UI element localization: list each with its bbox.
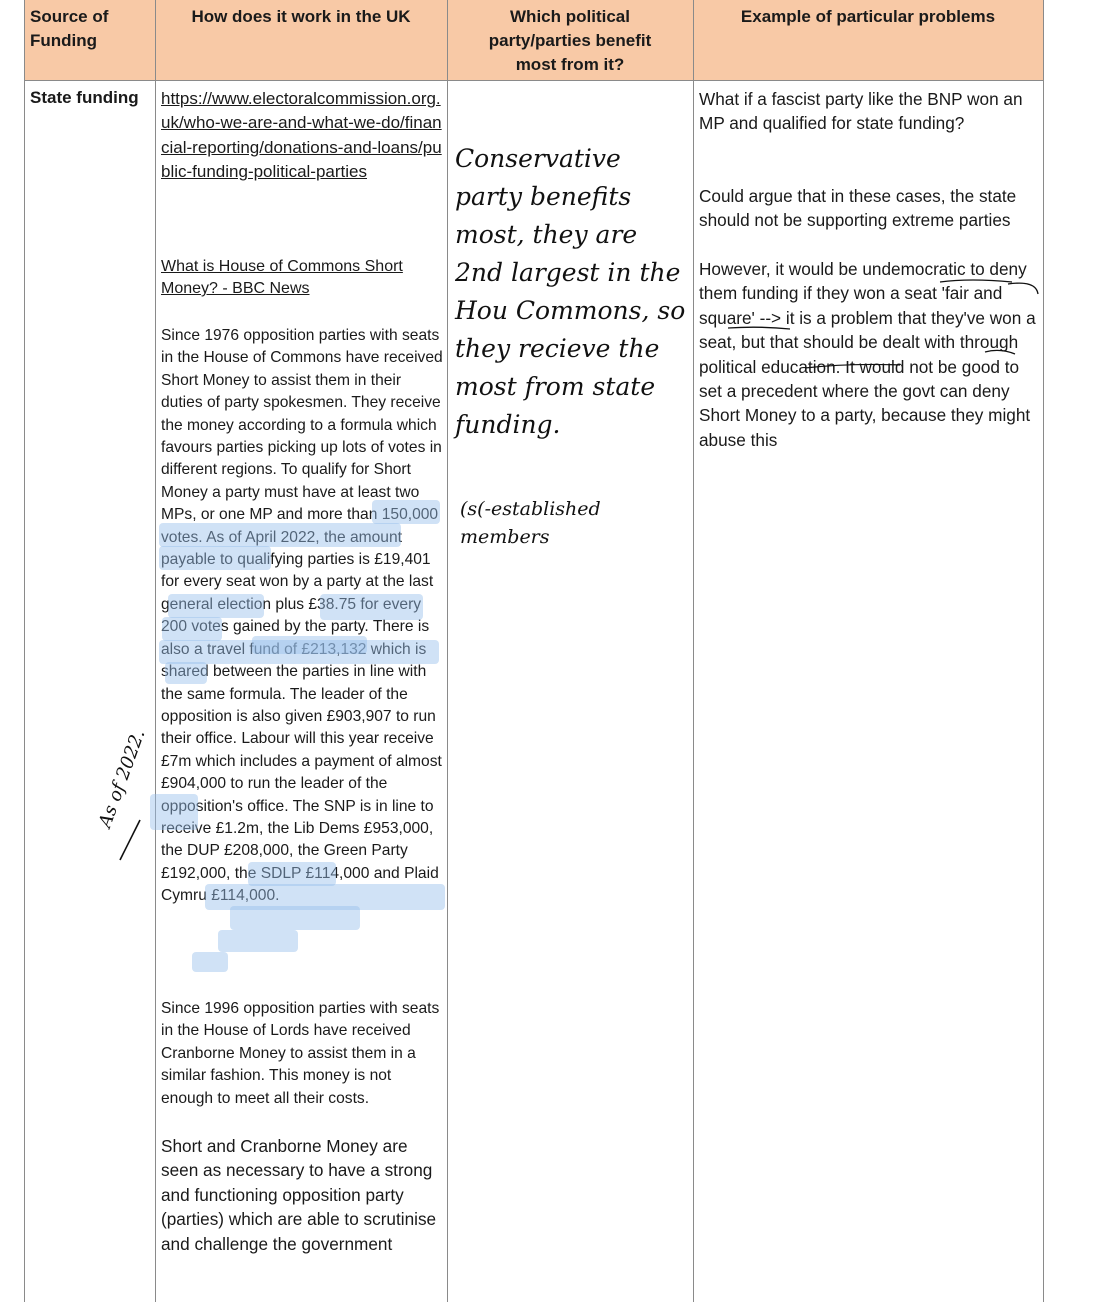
opposition-funding-paragraph: Short and Cranborne Money are seen as necessary to have a strong and functioning opposition party (parties) which are able to scrutinise and challenge the government	[161, 1136, 437, 1254]
header-which-party-benefits: Which political party/parties benefit most from it?	[488, 7, 652, 74]
handwritten-margin-note: As of 2022.	[94, 726, 150, 831]
column-divider-1	[155, 0, 156, 1302]
problem-undemocratic-to-deny: However, it would be undemocratic to deny them funding if they won a seat 'fair and square' --> it is a problem that they've won a seat, but that should be dealt with through political education. It would not be good to set a precedent where the govt can deny Short Money to a party, because they might abuse this	[699, 259, 1036, 450]
row-label-state-funding: State funding	[30, 88, 139, 107]
column-divider-2	[447, 0, 448, 1302]
handwritten-established-members-note: (s(-established members	[460, 498, 601, 548]
header-how-it-works: How does it work in the UK	[191, 7, 411, 26]
cranborne-money-paragraph: Since 1996 opposition parties with seats in the House of Lords have received Cranborne Money to assist them in a similar fashion. This money is not enough to meet all their costs.	[161, 1000, 440, 1107]
pen-strike-mark	[800, 358, 920, 378]
short-money-paragraph: Since 1976 opposition parties with seats in the House of Commons have received Short Money to assist them in their duties of party spokesmen. They receive the money according to a formula which favours parties picking up lots of votes in different regions. To qualify for Short Money a party must have at least two MPs, or one MP and more than 150,000 votes. As of April 2022, the amount payable to qualifying parties is £19,401 for every seat won by a party at the last general election plus £38.75 for every 200 votes gained by the party. There is also a travel fund of £213,132 which is shared between the parties in line with the same formula. The leader of the opposition is also given £903,907 to run their office. Labour will this year receive £7m which includes a payment of almost £904,000 to run the leader of the opposition's office. The SNP is in line to receive £1.2m, the Lib Dems £953,000, the DUP £208,000, the Green Party £192,000, the SDLP £114,000 and Plaid Cymru £114,000.	[161, 327, 443, 905]
bbc-short-money-link[interactable]: What is House of Commons Short Money? - BBC News	[161, 258, 403, 297]
column-divider-3	[693, 0, 694, 1302]
electoral-commission-link-cell	[161, 87, 445, 185]
table-border-left	[24, 0, 25, 1302]
header-row-divider	[24, 80, 1044, 81]
header-example-problems: Example of particular problems	[740, 7, 996, 26]
margin-pen-stroke	[110, 815, 150, 865]
handwritten-benefit-note: Conservative party benefits most, they are 2nd largest in the Hou Commons, so they recieve the most from state funding.	[455, 144, 686, 439]
problem-state-support-extreme: Could argue that in these cases, the state should not be supporting extreme parties	[699, 186, 1017, 231]
pen-underline-marks	[690, 270, 1050, 360]
electoral-commission-link[interactable]: https://www.electoralcommission.org.uk/who-we-are-and-what-we-do/financial-reporting/donations-and-loans/public-funding-political-parties	[161, 89, 442, 182]
problem-fascist-party: What if a fascist party like the BNP won an MP and qualified for state funding?	[699, 89, 1023, 134]
header-source-of-funding: Source of Funding	[30, 7, 109, 50]
bbc-news-link-cell	[161, 256, 443, 300]
table-border-right	[1043, 0, 1044, 1302]
